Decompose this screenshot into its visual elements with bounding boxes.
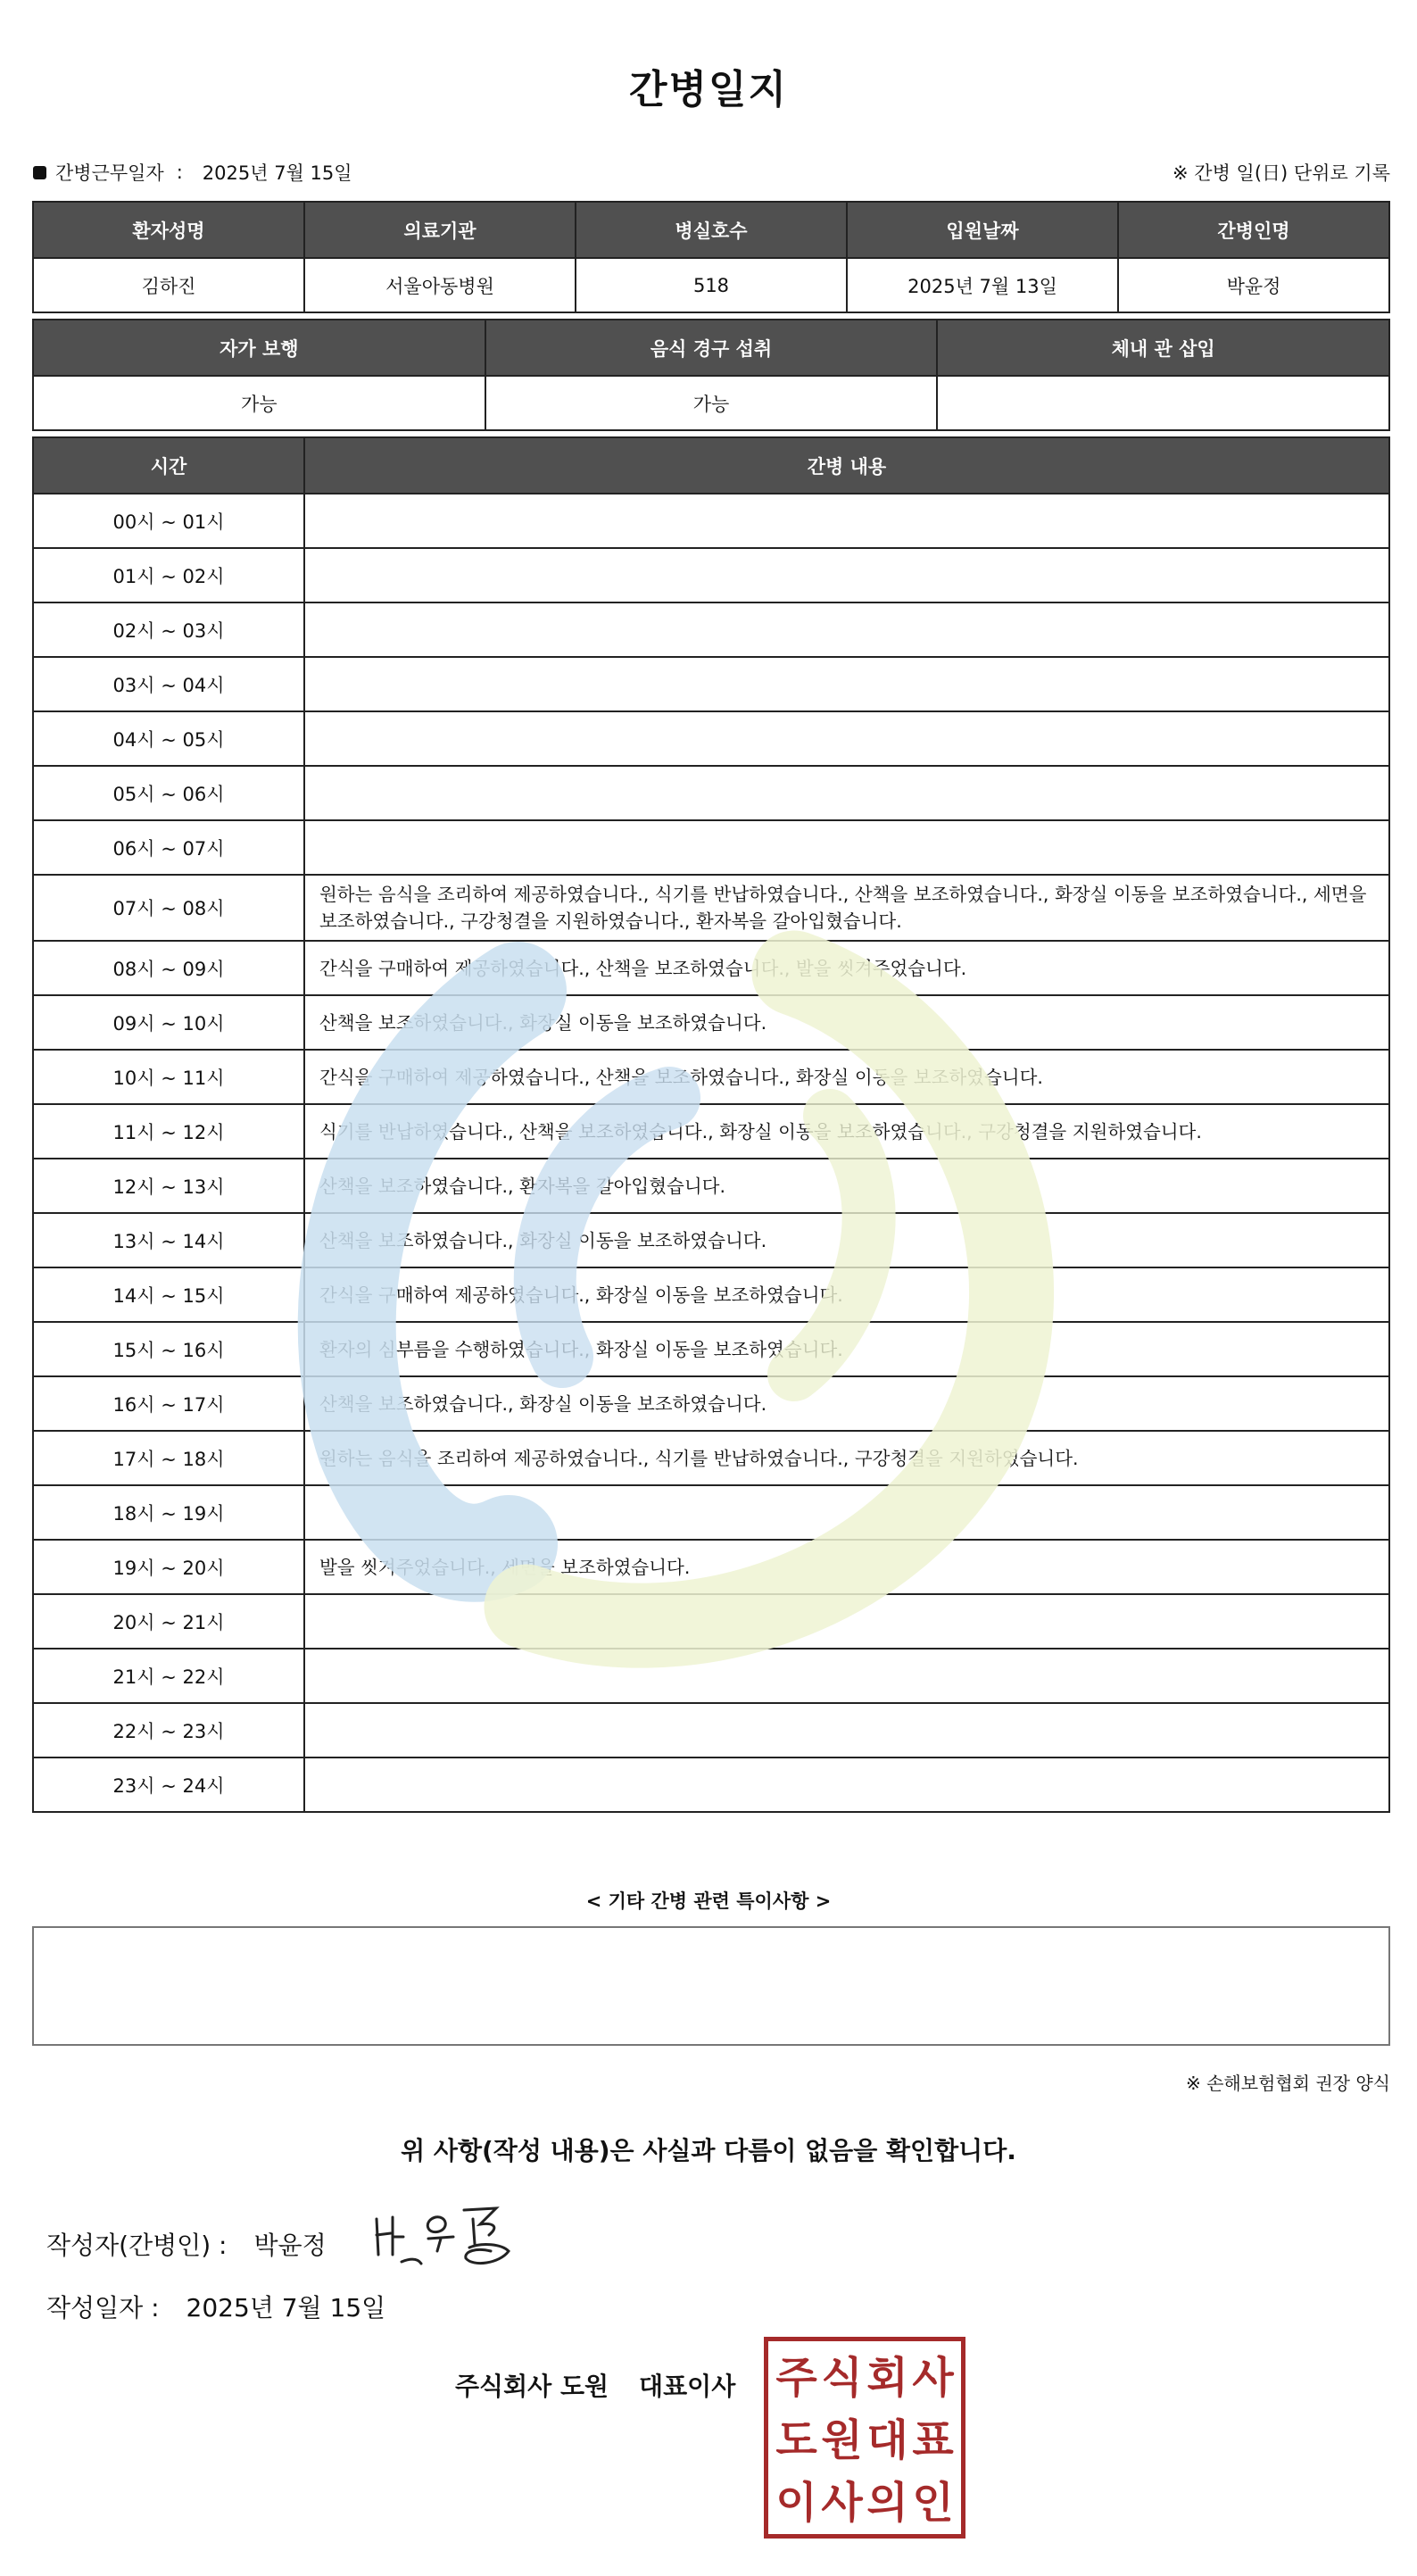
document-title: 간병일지 bbox=[628, 67, 788, 112]
table-row bbox=[33, 1376, 1389, 1431]
seal-char: 도 bbox=[775, 2415, 817, 2465]
log-content-cell bbox=[304, 657, 1389, 711]
log-content-cell: 식기를 반납하였습니다., 산책을 보조하였습니다., 화장실 이동을 보조하였습니다., 구강청결을 지원하였습니다. bbox=[304, 1104, 1389, 1159]
log-time-cell: 20시 ~ 21시 bbox=[33, 1594, 304, 1649]
seal-char: 표 bbox=[912, 2415, 954, 2465]
table-row bbox=[33, 657, 1389, 711]
company-seal-stamp bbox=[764, 2337, 965, 2539]
patient-info-table bbox=[32, 201, 1390, 313]
log-time-cell: 09시 ~ 10시 bbox=[33, 995, 304, 1050]
table-row bbox=[33, 1431, 1389, 1485]
table-row bbox=[33, 1594, 1389, 1649]
log-time-cell: 14시 ~ 15시 bbox=[33, 1267, 304, 1322]
log-time-cell: 05시 ~ 06시 bbox=[33, 766, 304, 820]
header-tube-insertion: 체내 관 삽입 bbox=[937, 320, 1389, 376]
log-content-cell: 원하는 음식을 조리하여 제공하였습니다., 식기를 반납하였습니다., 산책을 보조하였습니다., 화장실 이동을 보조하였습니다., 세면을 보조하였습니다., 구강청결을 지원하였습니다., 환자복을 갈아입혔습니다. bbox=[304, 875, 1389, 941]
log-content-cell bbox=[304, 1757, 1389, 1812]
log-content-cell bbox=[304, 1649, 1389, 1703]
oral-intake-value: 가능 bbox=[485, 376, 938, 430]
table-header-row bbox=[33, 437, 1389, 494]
log-content-cell: 간식을 구매하여 제공하였습니다., 화장실 이동을 보조하였습니다. bbox=[304, 1267, 1389, 1322]
log-content-cell: 원하는 음식을 조리하여 제공하였습니다., 식기를 반납하였습니다., 구강청결을 지원하였습니다. bbox=[304, 1431, 1389, 1485]
self-walking-value: 가능 bbox=[33, 376, 485, 430]
log-content-cell bbox=[304, 494, 1389, 548]
header-caregiver: 간병인명 bbox=[1118, 202, 1389, 258]
log-time-cell: 08시 ~ 09시 bbox=[33, 941, 304, 995]
representative-title: 대표이사 bbox=[639, 2372, 736, 2401]
log-time-cell: 21시 ~ 22시 bbox=[33, 1649, 304, 1703]
seal-characters bbox=[768, 2341, 961, 2534]
writer-label: 작성자(간병인) : bbox=[46, 2231, 228, 2260]
log-content-cell bbox=[304, 766, 1389, 820]
special-notes-title: < 기타 간병 관련 특이사항 > bbox=[585, 1890, 832, 1912]
header-self-walking: 자가 보행 bbox=[33, 320, 485, 376]
table-header-row bbox=[33, 320, 1389, 376]
seal-char: 대 bbox=[866, 2415, 908, 2465]
log-time-cell: 04시 ~ 05시 bbox=[33, 711, 304, 766]
square-bullet-icon bbox=[33, 166, 46, 179]
log-time-cell: 03시 ~ 04시 bbox=[33, 657, 304, 711]
special-notes-box bbox=[32, 1926, 1390, 2046]
table-row bbox=[33, 820, 1389, 875]
header-care-content: 간병 내용 bbox=[304, 437, 1389, 494]
table-row bbox=[33, 766, 1389, 820]
log-content-cell: 간식을 구매하여 제공하였습니다., 산책을 보조하였습니다., 발을 씻겨주었습니다. bbox=[304, 941, 1389, 995]
seal-char: 의 bbox=[866, 2478, 908, 2528]
header-patient-name: 환자성명 bbox=[33, 202, 304, 258]
confirmation-statement: 위 사항(작성 내용)은 사실과 다름이 없음을 확인합니다. bbox=[401, 2136, 1016, 2165]
company-line bbox=[455, 2367, 735, 2403]
log-time-cell: 07시 ~ 08시 bbox=[33, 875, 304, 941]
table-row bbox=[33, 1050, 1389, 1104]
table-row bbox=[33, 1104, 1389, 1159]
table-row bbox=[33, 548, 1389, 602]
log-time-cell: 18시 ~ 19시 bbox=[33, 1485, 304, 1540]
log-time-cell: 13시 ~ 14시 bbox=[33, 1213, 304, 1267]
log-content-cell bbox=[304, 820, 1389, 875]
caregiver-name: 박윤정 bbox=[1118, 258, 1389, 312]
log-time-cell: 22시 ~ 23시 bbox=[33, 1703, 304, 1757]
write-date-line bbox=[46, 2289, 385, 2324]
table-row bbox=[33, 995, 1389, 1050]
work-date-line bbox=[33, 159, 352, 186]
patient-name: 김하진 bbox=[33, 258, 304, 312]
seal-char: 사 bbox=[821, 2478, 863, 2528]
table-row bbox=[33, 1159, 1389, 1213]
log-time-cell: 10시 ~ 11시 bbox=[33, 1050, 304, 1104]
care-log-body bbox=[33, 494, 1389, 1812]
table-row bbox=[33, 1757, 1389, 1812]
tube-insertion-value bbox=[937, 376, 1389, 430]
log-time-cell: 02시 ~ 03시 bbox=[33, 602, 304, 657]
write-date-value: 2025년 7월 15일 bbox=[186, 2293, 386, 2323]
unit-note: ※ 간병 일(日) 단위로 기록 bbox=[1173, 162, 1390, 184]
admission-date: 2025년 7월 13일 bbox=[847, 258, 1118, 312]
log-content-cell bbox=[304, 1485, 1389, 1540]
log-content-cell bbox=[304, 711, 1389, 766]
meta-row bbox=[33, 159, 1390, 186]
writer-name: 박윤정 bbox=[253, 2231, 327, 2260]
seal-char: 주 bbox=[775, 2353, 817, 2403]
seal-char: 이 bbox=[775, 2478, 817, 2528]
source-note: ※ 손해보험협회 권장 양식 bbox=[1185, 2073, 1390, 2094]
seal-char: 식 bbox=[821, 2353, 863, 2403]
company-name: 주식회사 도원 bbox=[455, 2372, 609, 2401]
hospital-name: 서울아동병원 bbox=[304, 258, 576, 312]
header-room: 병실호수 bbox=[576, 202, 847, 258]
seal-char: 인 bbox=[912, 2478, 954, 2528]
log-content-cell: 산책을 보조하였습니다., 화장실 이동을 보조하였습니다. bbox=[304, 995, 1389, 1050]
header-hospital: 의료기관 bbox=[304, 202, 576, 258]
table-row bbox=[33, 602, 1389, 657]
table-header-row bbox=[33, 202, 1389, 258]
log-time-cell: 11시 ~ 12시 bbox=[33, 1104, 304, 1159]
work-date-value: 2025년 7월 15일 bbox=[202, 162, 352, 184]
care-log-table bbox=[32, 436, 1390, 1813]
log-content-cell: 산책을 보조하였습니다., 화장실 이동을 보조하였습니다. bbox=[304, 1376, 1389, 1431]
header-time: 시간 bbox=[33, 437, 304, 494]
log-content-cell bbox=[304, 548, 1389, 602]
log-time-cell: 17시 ~ 18시 bbox=[33, 1431, 304, 1485]
log-content-cell bbox=[304, 1703, 1389, 1757]
log-content-cell: 간식을 구매하여 제공하였습니다., 산책을 보조하였습니다., 화장실 이동을 보조하였습니다. bbox=[304, 1050, 1389, 1104]
seal-char: 회 bbox=[866, 2353, 908, 2403]
table-row bbox=[33, 1322, 1389, 1376]
table-row bbox=[33, 1703, 1389, 1757]
log-content-cell: 발을 씻겨주었습니다., 세면을 보조하였습니다. bbox=[304, 1540, 1389, 1594]
log-content-cell: 산책을 보조하였습니다., 화장실 이동을 보조하였습니다. bbox=[304, 1213, 1389, 1267]
log-time-cell: 19시 ~ 20시 bbox=[33, 1540, 304, 1594]
table-row bbox=[33, 875, 1389, 941]
table-row bbox=[33, 376, 1389, 430]
table-row bbox=[33, 1485, 1389, 1540]
log-time-cell: 16시 ~ 17시 bbox=[33, 1376, 304, 1431]
table-row bbox=[33, 1649, 1389, 1703]
seal-char: 원 bbox=[821, 2415, 863, 2465]
room-number: 518 bbox=[576, 258, 847, 312]
log-time-cell: 15시 ~ 16시 bbox=[33, 1322, 304, 1376]
table-row bbox=[33, 1213, 1389, 1267]
writer-line bbox=[46, 2226, 327, 2262]
table-row bbox=[33, 494, 1389, 548]
table-row bbox=[33, 258, 1389, 312]
header-oral-intake: 음식 경구 섭취 bbox=[485, 320, 938, 376]
table-row bbox=[33, 1267, 1389, 1322]
log-time-cell: 01시 ~ 02시 bbox=[33, 548, 304, 602]
table-row bbox=[33, 711, 1389, 766]
seal-char: 사 bbox=[912, 2353, 954, 2403]
work-date-label: 간병근무일자 bbox=[55, 162, 164, 184]
log-content-cell bbox=[304, 602, 1389, 657]
log-content-cell bbox=[304, 1594, 1389, 1649]
table-row bbox=[33, 1540, 1389, 1594]
colon: : bbox=[176, 162, 183, 183]
log-content-cell: 산책을 보조하였습니다., 환자복을 갈아입혔습니다. bbox=[304, 1159, 1389, 1213]
table-row bbox=[33, 941, 1389, 995]
log-time-cell: 23시 ~ 24시 bbox=[33, 1757, 304, 1812]
log-time-cell: 12시 ~ 13시 bbox=[33, 1159, 304, 1213]
write-date-label: 작성일자 : bbox=[46, 2293, 160, 2323]
log-time-cell: 00시 ~ 01시 bbox=[33, 494, 304, 548]
patient-status-table bbox=[32, 319, 1390, 431]
log-time-cell: 06시 ~ 07시 bbox=[33, 820, 304, 875]
header-admission-date: 입원날짜 bbox=[847, 202, 1118, 258]
handwritten-signature bbox=[366, 2192, 531, 2281]
log-content-cell: 환자의 심부름을 수행하였습니다., 화장실 이동을 보조하였습니다. bbox=[304, 1322, 1389, 1376]
